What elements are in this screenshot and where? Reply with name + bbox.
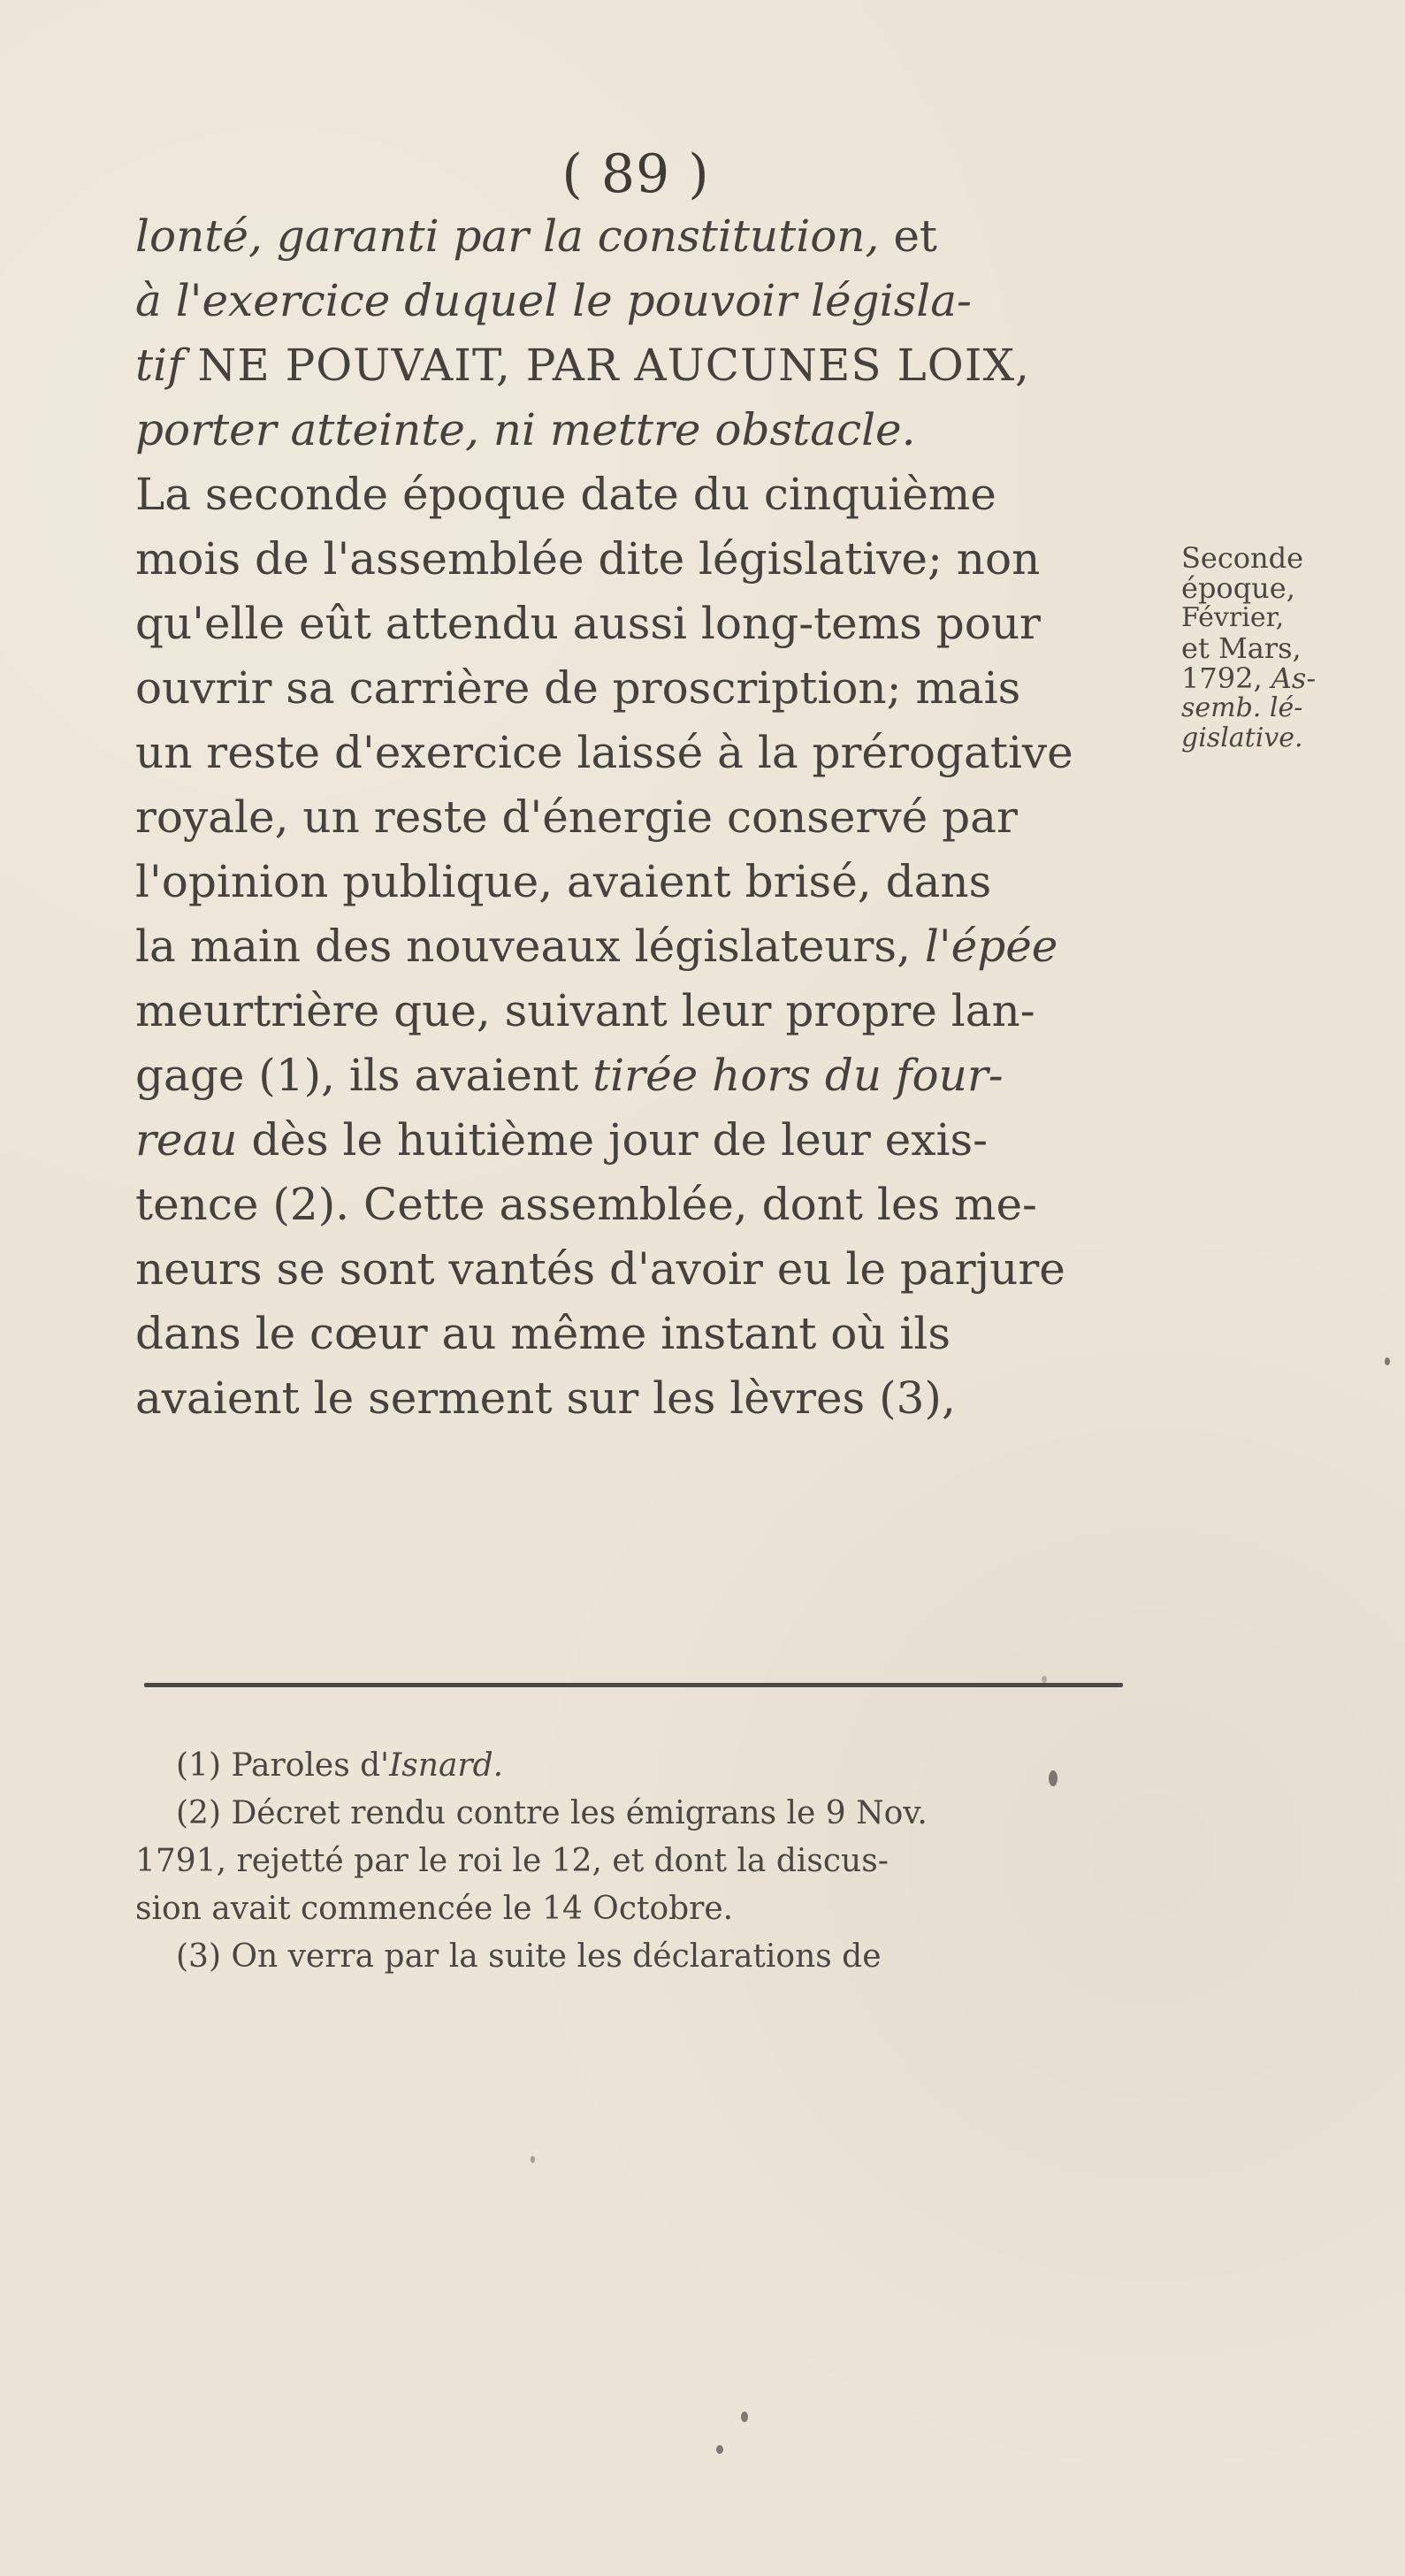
section-divider [144, 1683, 1123, 1687]
footnote-segment: sion avait commencée le 14 Octobre. [135, 1891, 734, 1927]
ink-speck [716, 2445, 723, 2454]
body-line [135, 1302, 1134, 1366]
text-segment: NE POUVAIT, PAR AUCUNES LOIX, [197, 340, 1030, 391]
text-segment: à l'exercice duquel le pouvoir législa- [135, 275, 972, 326]
text-segment: gage (1), ils avaient [135, 1050, 593, 1101]
text-segment: avaient le serment sur les lèvres (3), [135, 1372, 956, 1424]
footnote-segment: (2) Décret rendu contre les émigrans le 9 Nov. [176, 1795, 928, 1831]
body-line [135, 656, 1134, 721]
text-segment: neurs se sont vantés d'avoir eu le parjure [135, 1243, 1065, 1295]
ink-speck [741, 2412, 748, 2422]
text-segment: qu'elle eût attendu aussi long-tems pour [135, 598, 1041, 649]
footnote-segment: 1791, rejetté par le roi le 12, et dont la discus- [135, 1843, 889, 1879]
margin-note-segment: As- [1271, 661, 1317, 695]
text-segment: La seconde époque date du cinquième [135, 469, 996, 520]
text-segment: reau [135, 1114, 252, 1166]
body-line [135, 979, 1134, 1043]
body-line [135, 462, 1134, 527]
margin-note-line [1181, 663, 1394, 693]
text-segment: l'opinion publique, avaient brisé, dans [135, 856, 992, 907]
body-line [135, 914, 1134, 979]
body-line [135, 850, 1134, 914]
ink-speck [1042, 1676, 1047, 1683]
body-line [135, 1366, 1134, 1431]
main-text-block [135, 204, 1134, 1431]
body-line [135, 333, 1134, 398]
margin-note-line: Seconde [1181, 541, 1304, 575]
body-line [135, 204, 1134, 269]
body-line [135, 398, 1134, 462]
text-segment: ouvrir sa carrière de proscription; mais [135, 662, 1021, 714]
footnotes-block [135, 1742, 1149, 1981]
text-segment: mois de l'assemblée dite législative; non [135, 533, 1041, 585]
margin-note-line: semb. lé- [1181, 692, 1303, 723]
footnote-line [135, 1838, 1149, 1885]
text-segment: royale, un reste d'énergie conservé par [135, 791, 1018, 843]
text-segment: la main des nouveaux législateurs, [135, 921, 925, 972]
margin-note-line: époque, [1181, 571, 1295, 605]
footnote-line [135, 1885, 1149, 1933]
text-segment: meurtrière que, suivant leur propre lan- [135, 985, 1035, 1036]
body-line [135, 1108, 1134, 1173]
ink-speck [531, 2156, 535, 2163]
footnote-line [176, 1790, 1149, 1838]
footnote-segment: (1) Paroles d' [176, 1747, 390, 1784]
text-segment: et [893, 210, 937, 262]
margin-note [1181, 543, 1394, 753]
body-line [135, 269, 1134, 333]
margin-note-line: et Mars, [1181, 631, 1302, 665]
ink-speck [1385, 1357, 1390, 1365]
body-line [135, 721, 1134, 785]
ink-speck [1049, 1770, 1058, 1786]
body-line [135, 592, 1134, 656]
margin-note-line: Février, [1181, 602, 1285, 633]
text-segment: l'épée [924, 921, 1058, 972]
footnote-line [176, 1933, 1149, 1981]
text-segment: tirée hors du four- [592, 1050, 1004, 1101]
text-segment: tif [135, 340, 198, 391]
body-line [135, 1043, 1134, 1108]
body-line [135, 785, 1134, 850]
footnote-segment: Isnard. [389, 1747, 504, 1784]
text-segment: lonté, garanti par la constitution, [135, 210, 894, 262]
text-segment: dès le huitième jour de leur exis- [251, 1114, 988, 1166]
margin-note-line: gislative. [1181, 722, 1303, 753]
footnote-segment: (3) On verra par la suite les déclarations de [176, 1938, 882, 1975]
body-line [135, 527, 1134, 592]
body-line [135, 1237, 1134, 1302]
text-segment: un reste d'exercice laissé à la prérogative [135, 727, 1073, 778]
text-segment: porter atteinte, ni mettre obstacle. [135, 404, 916, 455]
text-segment: tence (2). Cette assemblée, dont les me- [135, 1179, 1037, 1230]
page-number: ( 89 ) [561, 143, 710, 205]
footnote-line [176, 1742, 1149, 1790]
text-segment: dans le cœur au même instant où ils [135, 1308, 951, 1359]
margin-note-segment: 1792, [1181, 661, 1271, 695]
body-line [135, 1173, 1134, 1237]
